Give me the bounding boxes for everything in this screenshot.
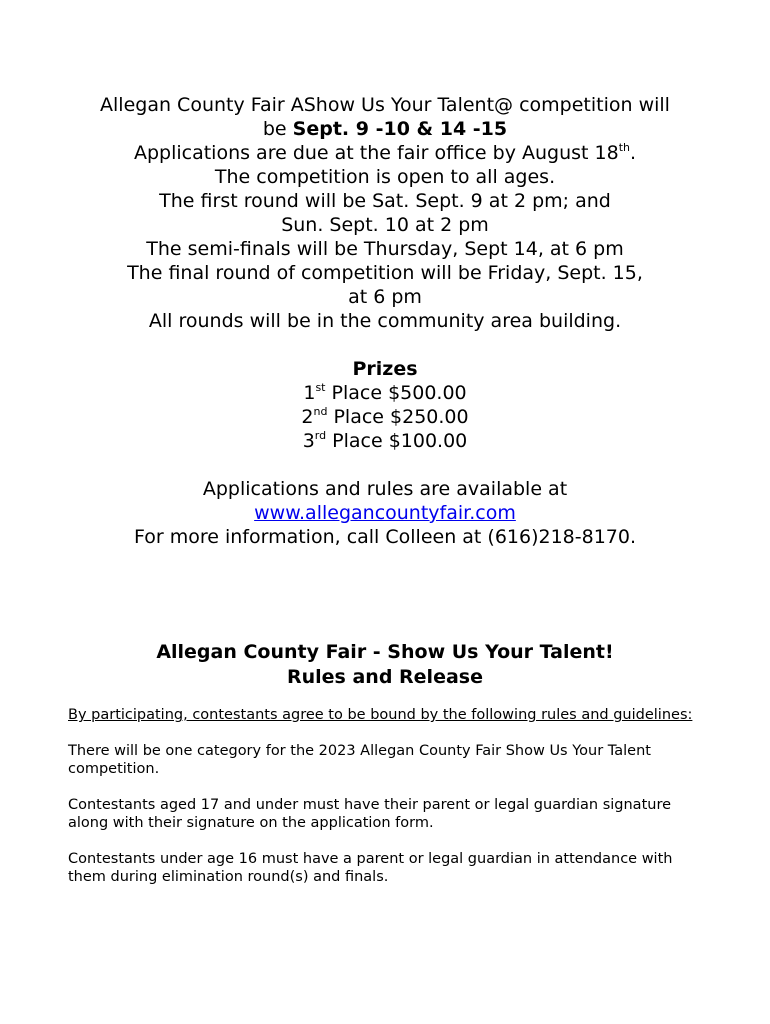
flyer-line-first-round-sun: Sun. Sept. 10 at 2 pm (281, 214, 489, 236)
deadline-suffix: . (629, 142, 637, 164)
deadline-sup: th (618, 140, 630, 154)
prize-rank-sup: nd (313, 404, 328, 418)
contact-info: For more information, call Colleen at (616)218-8170. (133, 526, 637, 548)
spacer (0, 333, 770, 357)
flyer-line-first-round: The first round will be Sat. Sept. 9 at 2 pm; and (159, 190, 611, 212)
rules-title: Allegan County Fair - Show Us Your Talent! (156, 641, 614, 663)
flyer-line-deadline (0, 141, 770, 165)
flyer-line-location: All rounds will be in the community area building. (148, 310, 622, 332)
flyer-line-final-round: The final round of competition will be Friday, Sept. 15, (127, 262, 643, 284)
rules-body (68, 706, 708, 904)
website-line (0, 501, 770, 525)
prize-amount: Place $500.00 (325, 382, 467, 404)
flyer-line-final-time: at 6 pm (348, 286, 422, 308)
prize-rank: 3 (302, 430, 315, 452)
deadline-text: Applications are due at the fair office by August 18 (133, 142, 619, 164)
spacer (0, 453, 770, 477)
flyer-line-semifinals: The semi-finals will be Thursday, Sept 14, at 6 pm (146, 238, 624, 260)
flyer-line-dates (0, 117, 770, 141)
flyer-line-ages: The competition is open to all ages. (214, 166, 556, 188)
prize-rank: 1 (303, 382, 316, 404)
rules-paragraph: Contestants aged 17 and under must have their parent or legal guardian signature along with their signature on the application form. (68, 797, 672, 831)
prize-rank-sup: st (315, 380, 326, 394)
prize-amount: Place $100.00 (326, 430, 468, 452)
rules-title-block (0, 640, 770, 690)
applications-text: Applications and rules are available at (202, 478, 568, 500)
prize-item (0, 429, 770, 453)
prizes-heading: Prizes (352, 358, 418, 380)
prize-rank-sup: rd (314, 428, 327, 442)
rules-intro: By participating, contestants agree to be bound by the following rules and guidelines: (68, 707, 693, 723)
prize-rank: 2 (301, 406, 314, 428)
prize-item (0, 381, 770, 405)
rules-subtitle: Rules and Release (287, 666, 483, 688)
website-link[interactable]: www.allegancountyfair.com (254, 502, 516, 524)
competition-dates: Sept. 9 -10 & 14 -15 (292, 118, 508, 140)
flyer-line-title: Allegan County Fair AShow Us Your Talent@ competition will (100, 94, 670, 116)
flyer-announcement (0, 93, 770, 549)
prize-item (0, 405, 770, 429)
rules-paragraph: There will be one category for the 2023 Allegan County Fair Show Us Your Talent competition. (68, 743, 651, 777)
dates-prefix: be (262, 118, 293, 140)
rules-paragraph: Contestants under age 16 must have a parent or legal guardian in attendance with them during elimination round(s) and finals. (68, 851, 673, 885)
prize-amount: Place $250.00 (327, 406, 469, 428)
